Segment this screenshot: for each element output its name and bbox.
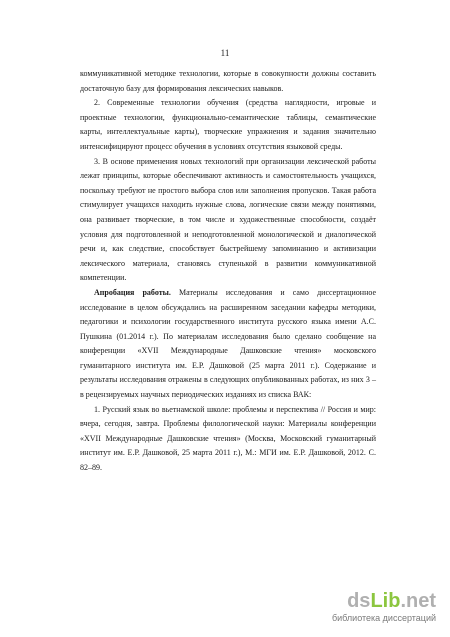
document-body [80,67,376,476]
approbation-paragraph [80,286,376,403]
page-number: 11 [220,48,230,58]
paragraph-continuation: коммуникативной методике технологии, которые в совокупности должны составить достаточную базу для формирования лексических навыков. [80,69,376,93]
paragraph-point-2: 2. Современные технологии обучения (средства наглядности, игровые и проектные технологии, функционально-семантические таблицы, семантические карты, интеллектуальные карты), творческие упражнения и задания значительно интенсифицируют процесс обучения в условиях отсутствия языковой среды. [80,98,376,151]
approbation-heading: Апробация работы. [94,287,171,297]
dslib-logo: dsLib.net [347,590,436,612]
paragraph-point-3: 3. В основе применения новых технологий при организации лексической работы лежат принципы, которые обеспечивают активность и самостоятельность учащихся, поскольку требуют не простого выбора слов или заполнения пропусков. Такая работа стимулирует учащихся находить нужные слова, логические связи между понятиями, она развивает творческие, в том числе и художественные способности, создаёт условия для подготовленной и неподготовленной монологической и диалогической речи и, как следствие, способствует быстрейшему запоминанию и активизации лексического материала, становясь ступенькой в развитии коммуникативной компетенции. [80,156,376,283]
watermark [316,590,436,624]
approbation-text: Материалы исследования и само диссертационное исследование в целом обсуждались на расширенном заседании кафедры методики, педагогики и психологии государственного института русского языка имени А.С. Пушкина (01.2014 г.). По материалам исследования было сделано сообщение на конференции «XVII Международные Дашковские чтения» московского гуманитарного института им. Е.Р. Дашковой (25 марта 2011 г.). Содержание и результаты исследования отражены в следующих опубликованных работах, из них 3 – в рецензируемых научных периодических изданиях из списка ВАК: [80,287,376,400]
reference-item: 1. Русский язык во вьетнамской школе: проблемы и перспектива // Россия и мир: вчера, сегодня, завтра. Проблемы филологической науки: Материалы конференции «XVII Международные Дашковские чтения» (Москва, Московский гуманитарный институт им. Е.Р. Дашковой, 25 марта 2011 г.), М.: МГИ им. Е.Р. Дашковой, 2012. С. 82–89. [80,404,376,473]
watermark-subtitle: библиотека диссертаций [331,613,436,623]
